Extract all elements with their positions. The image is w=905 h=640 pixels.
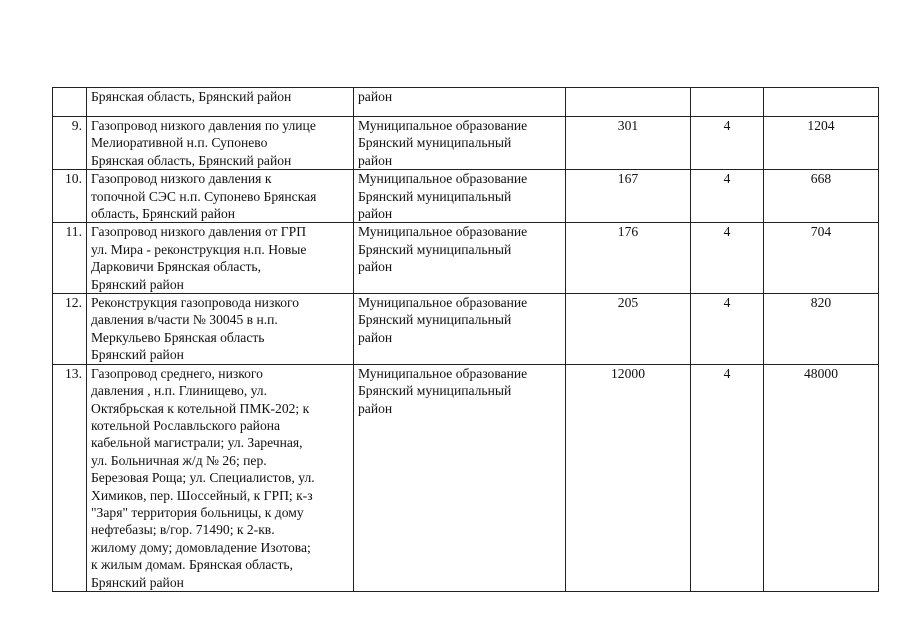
total-cell: 820 [764,294,879,365]
object-name-line: Газопровод низкого давления к [91,171,272,187]
total-cell: 668 [764,170,879,223]
owner-line: Муниципальное образование [358,365,528,381]
object-name-line: Газопровод низкого давления по улице [91,118,316,133]
owner-line: Брянский муниципальный [358,241,512,257]
object-name-line: Газопровод среднего, низкого [91,365,263,381]
length-cell: 12000 [566,364,691,591]
object-name-line: Мелиоративной н.п. Супонево [91,135,268,151]
quantity-cell [691,88,764,117]
owner-line: район [358,259,393,275]
table-row [53,223,879,294]
object-name-line: Меркульево Брянская область [91,329,265,345]
object-name-cell [87,117,354,170]
object-name-line: ул. Больничная ж/д № 26; пер. [91,452,267,468]
owner-cell [354,294,566,365]
object-name-line: Газопровод низкого давления от ГРП [91,224,307,240]
row-number-cell: 9. [53,117,87,170]
total-cell: 704 [764,223,879,294]
owner-line: Брянский муниципальный [358,188,512,204]
table-row [53,364,879,591]
object-name-line: ул. Мира - реконструкция н.п. Новые [91,241,307,257]
length-cell: 205 [566,294,691,365]
quantity-cell: 4 [691,170,764,223]
owner-line: район [358,206,393,222]
object-name-line: Октябрьская к котельной ПМК-202; к [91,400,310,416]
length-cell: 176 [566,223,691,294]
total-cell [764,88,879,117]
owner-cell [354,170,566,223]
length-cell [566,88,691,117]
object-name-line: давления , н.п. Глинищево, ул. [91,383,267,399]
owner-line: Брянский муниципальный [358,312,512,328]
total-cell: 1204 [764,117,879,170]
row-number-cell: 13. [53,364,87,591]
object-name-line: Брянская область, Брянский район [91,152,292,168]
owner-line: район [358,329,393,345]
owner-cell [354,117,566,170]
object-name-line: Брянский район [91,347,184,363]
owner-cell [354,364,566,591]
object-name-line: к жилым домам. Брянская область, [91,557,293,573]
row-number-cell: 12. [53,294,87,365]
object-name-line: давления в/части № 30045 в н.п. [91,312,278,328]
object-name-cell [87,294,354,365]
owner-line: район [358,400,393,416]
owner-cell: район [354,88,566,117]
owner-line: Муниципальное образование [358,224,528,240]
owner-line: район [358,152,393,168]
quantity-cell: 4 [691,223,764,294]
row-number-cell: 10. [53,170,87,223]
owner-line: Брянский муниципальный [358,383,512,399]
owner-line: Брянский муниципальный [358,135,512,151]
object-name-line: Березовая Роща; ул. Специалистов, ул. [91,470,315,486]
object-name-line: Брянский район [91,574,184,590]
object-name-line: Реконструкция газопровода низкого [91,295,300,311]
object-name-cell [87,170,354,223]
object-name-cell [87,223,354,294]
object-name-line: Дарковичи Брянская область, [91,259,262,275]
table-row [53,117,879,170]
row-number-cell [53,88,87,117]
object-name-line: "Заря" территория больницы, к дому [91,504,304,520]
quantity-cell: 4 [691,364,764,591]
object-name-line: Химиков, пер. Шоссейный, к ГРП; к-з [91,487,313,503]
row-number-cell: 11. [53,223,87,294]
object-name-line: топочной СЭС н.п. Супонево Брянская [91,188,317,204]
length-cell: 301 [566,117,691,170]
owner-cell [354,223,566,294]
total-cell: 48000 [764,364,879,591]
gas-pipelines-table [52,87,879,592]
table-row [53,170,879,223]
object-name-cell: Брянская область, Брянский район [87,88,354,117]
object-name-line: нефтебазы; в/гор. 71490; к 2-кв. [91,522,275,538]
owner-line: Муниципальное образование [358,171,528,187]
object-name-line: котельной Рославльского района [91,417,281,433]
object-name-cell [87,364,354,591]
object-name-line: жилому дому; домовладение Изотова; [91,539,311,555]
table-row [53,294,879,365]
quantity-cell: 4 [691,294,764,365]
quantity-cell: 4 [691,117,764,170]
owner-line: Муниципальное образование [358,295,528,311]
object-name-line: Брянский район [91,276,184,292]
length-cell: 167 [566,170,691,223]
object-name-line: кабельной магистрали; ул. Заречная, [91,435,303,451]
table-row-continuation [53,88,879,117]
object-name-line: область, Брянский район [91,206,236,222]
owner-line: Муниципальное образование [358,118,528,133]
